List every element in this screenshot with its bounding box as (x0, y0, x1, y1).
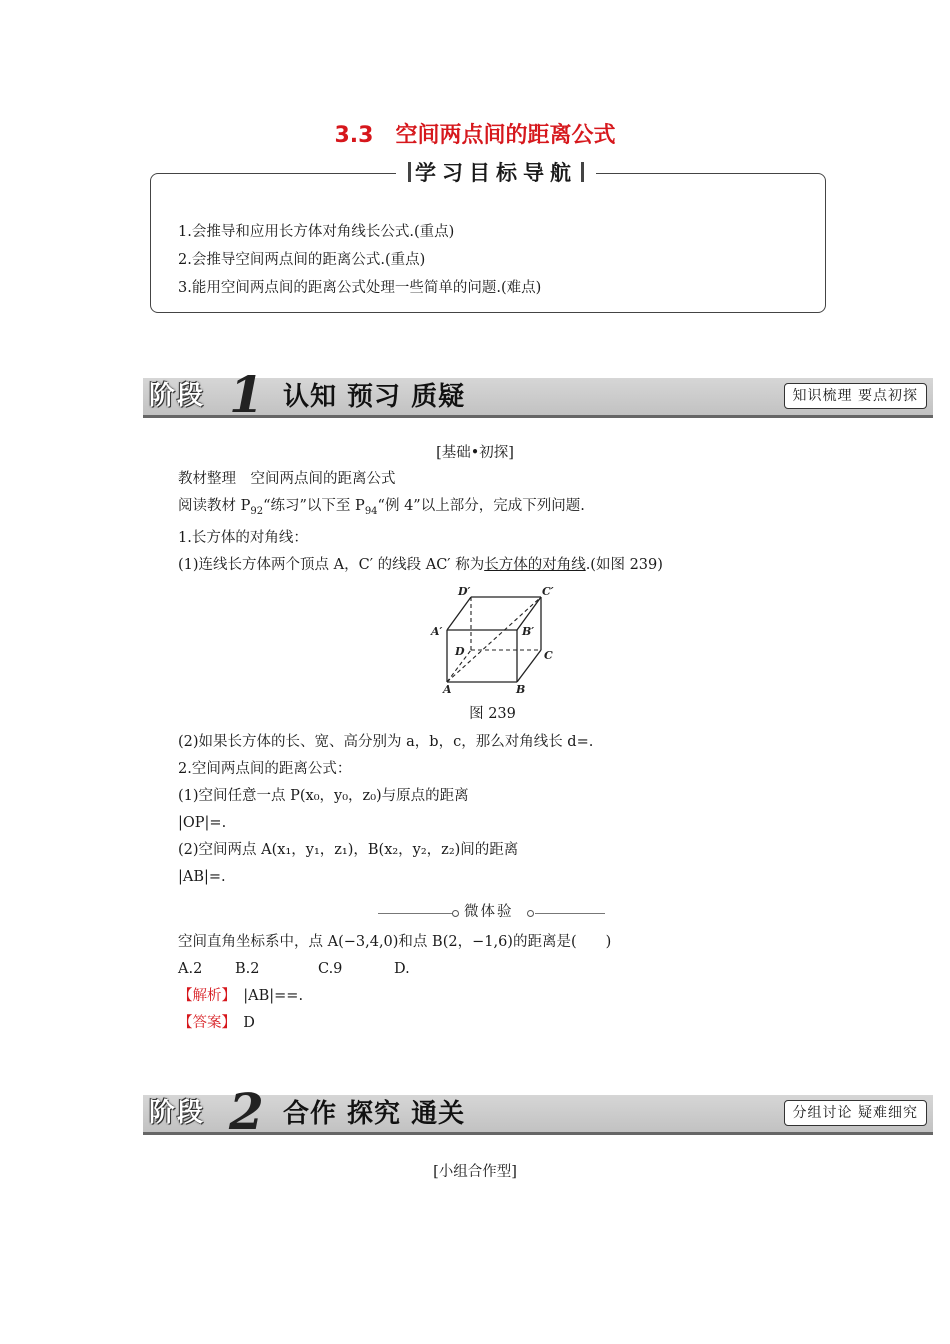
stage1-number: 1 (229, 365, 264, 424)
textbook-heading: 教材整理 空间两点间的距离公式 (178, 471, 396, 487)
label-b: B (516, 683, 526, 696)
formula-op: |OP|=. (178, 815, 227, 831)
goals-list (178, 218, 541, 302)
section1-content (178, 466, 878, 579)
label-d1: D′ (458, 585, 471, 598)
formula-ab: |AB|=. (178, 869, 226, 885)
figure-caption: 图 239 (469, 706, 516, 722)
practice-circle-left (452, 910, 459, 917)
edge-a1d1 (447, 597, 471, 630)
item-2-1: (1)空间任意一点 P(x₀，y₀，z₀)与原点的距离 (178, 788, 469, 804)
answer-line (178, 1010, 878, 1037)
label-a1: A′ (431, 625, 443, 638)
stage2-label: 阶段 (149, 1098, 206, 1128)
practice-question: 空间直角坐标系中，点 A(−3,4,0)和点 B(2，−1,6)的距离是( ) (178, 934, 612, 950)
practice-circle-right (527, 910, 534, 917)
stage2-number: 2 (229, 1082, 264, 1141)
item-2-2: (2)空间两点 A(x₁，y₁，z₁)，B(x₂，y₂，z₂)间的距离 (178, 842, 519, 858)
header-bar-right (581, 162, 584, 182)
option-b: B.2 (235, 961, 260, 977)
goals-header (396, 158, 596, 186)
goal-item: 3.能用空间两点间的距离公式处理一些简单的问题.(难点) (178, 280, 542, 296)
header-bar-left (408, 162, 411, 182)
item-1-1: (1)连线长方体两个顶点 A，C′ 的线段 AC′ 称为长方体的对角线.(如图 239) (178, 556, 663, 573)
label-b1: B′ (522, 625, 535, 638)
analysis-line (178, 983, 878, 1010)
option-c: C.9 (318, 961, 343, 977)
underlined-term: 长方体的对角线 (484, 556, 586, 573)
section2-header: [小组合作型] (433, 1164, 517, 1180)
stage1-banner (143, 365, 933, 424)
stage2-banner (143, 1082, 933, 1141)
cuboid-figure (425, 582, 565, 697)
practice-divider-right (535, 913, 605, 914)
practice-header: 微体验 (464, 904, 514, 920)
item-1: 1.长方体的对角线： (178, 529, 308, 546)
page-title: 3.3 空间两点间的距离公式 (334, 123, 616, 148)
stage2-name: 合作 探究 通关 (283, 1099, 466, 1129)
answer-text: D (243, 1015, 255, 1031)
label-c1: C′ (542, 585, 554, 598)
practice-options (178, 956, 878, 983)
label-c: C (544, 649, 553, 662)
label-d: D (455, 645, 465, 658)
item-1-2: (2)如果长方体的长、宽、高分别为 a，b，c，那么对角线长 d=. (178, 734, 594, 750)
analysis-label: 【解析】 (178, 988, 229, 1004)
goal-item: 1.会推导和应用长方体对角线长公式.(重点) (178, 224, 455, 240)
answer-label: 【答案】 (178, 1015, 229, 1031)
section1-header: [基础•初探] (436, 445, 514, 461)
option-a: A.2 (178, 961, 203, 977)
stage1-name: 认知 预习 质疑 (283, 382, 466, 412)
analysis-text: |AB|==. (243, 988, 304, 1004)
reading-instruction: 阅读教材 $P_{92}“$练习”以下至 $P_{94}“$例 4”以上部分，完成下列问题. (178, 498, 585, 517)
option-d: D. (394, 961, 410, 977)
label-a: A (443, 683, 452, 696)
section1-content-2 (178, 729, 878, 891)
practice-content (178, 929, 878, 1037)
practice-divider-left (378, 913, 453, 914)
stage1-label: 阶段 (149, 381, 206, 411)
stage2-tag: 分组讨论 疑难细究 (784, 1100, 927, 1126)
edge-bc (517, 650, 541, 682)
stage1-tag: 知识梳理 要点初探 (784, 383, 927, 409)
goals-header-text: 学习目标导航 (415, 161, 577, 185)
goal-item: 2.会推导空间两点间的距离公式.(重点) (178, 252, 426, 268)
item-2: 2.空间两点间的距离公式： (178, 761, 352, 777)
